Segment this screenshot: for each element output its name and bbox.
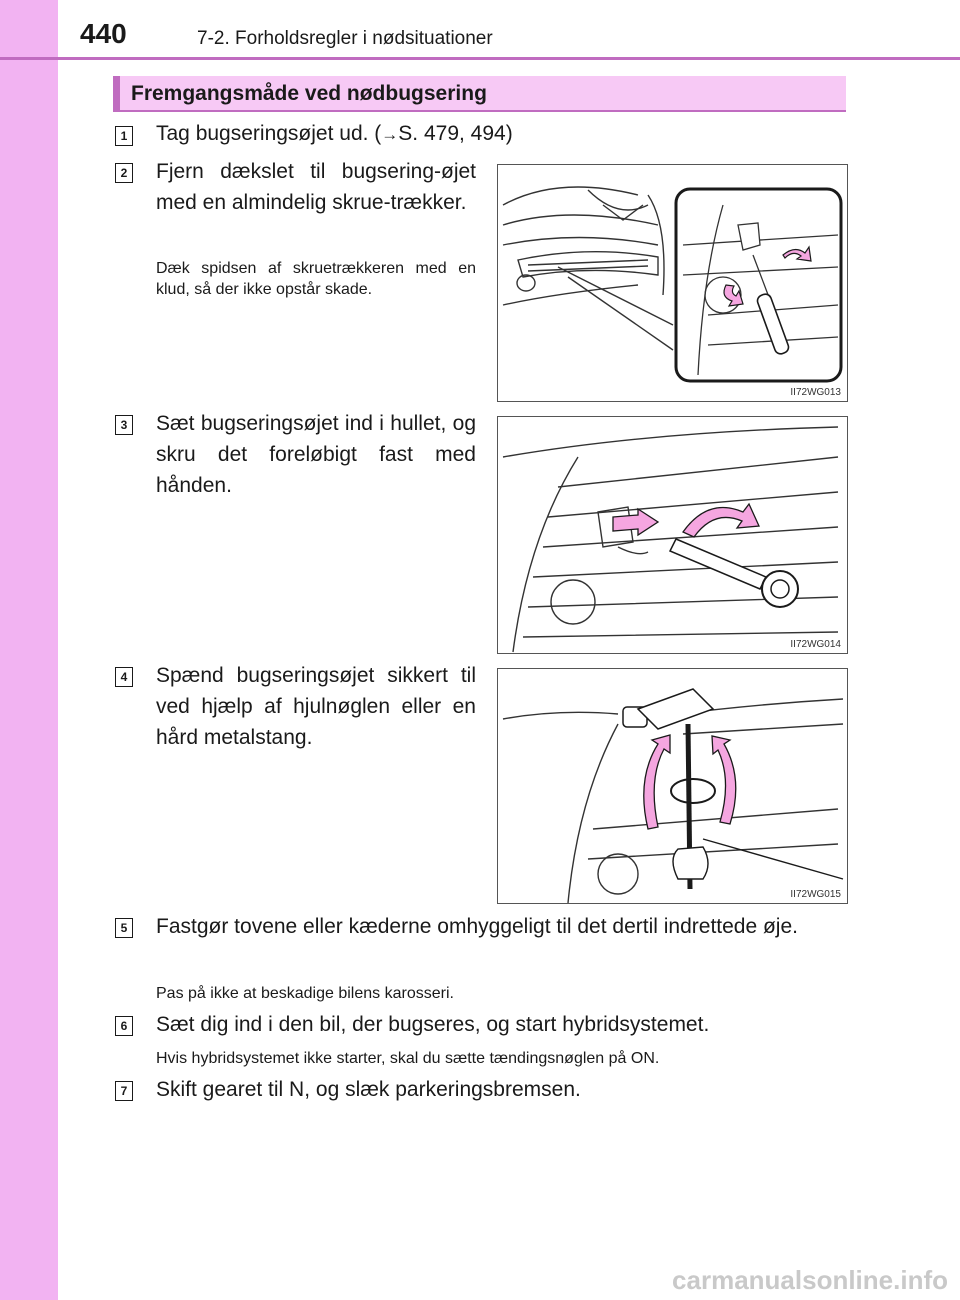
figure-code-3: II72WG015 [790,889,841,900]
step-1-text-b: S. 479, 494) [398,122,513,145]
remove-cover-illustration [498,165,847,401]
chapter-title: 7-2. Forholdsregler i nødsituationer [197,28,493,49]
header-rule [0,57,960,60]
step-5-text: Fastgør tovene eller kæderne omhyggeligt til det dertil indrettede øje. [156,915,798,938]
step-2-text: Fjern dækslet til bugsering-øjet med en almindelig skrue-trækker. [156,160,476,214]
page-number: 440 [80,18,127,49]
step-4-text: Spænd bugseringsøjet sikkert til ved hjælp af hjulnøglen eller en hård metalstang. [156,664,476,749]
tighten-eye-illustration [498,669,847,903]
step-7-text: Skift gearet til N, og slæk parkeringsbremsen. [156,1078,581,1101]
figure-tighten-eye [497,668,848,904]
step-3-text: Sæt bugseringsøjet ind i hullet, og skru det foreløbigt fast med hånden. [156,412,476,497]
step-6-text: Sæt dig ind i den bil, der bugseres, og start hybridsystemet. [156,1013,710,1036]
left-margin-strip [0,0,58,1300]
step-number-6: 6 [115,1016,133,1036]
section-accent [113,76,120,110]
insert-eye-illustration [498,417,847,653]
step-number-2: 2 [115,163,133,183]
figure-insert-eye [497,416,848,654]
watermark: carmanualsonline.info [672,1265,948,1295]
step-5-note: Pas på ikke at beskadige bilens karosseri. [156,985,454,1002]
step-1-text [156,118,846,150]
section-header [113,76,846,112]
arrow-icon: → [381,125,399,144]
step-2-note: Dæk spidsen af skruetrækkeren med en klud, så der ikke opstår skade. [156,260,476,298]
step-number-7: 7 [115,1081,133,1101]
step-1-text-a: Tag bugseringsøjet ud. ( [156,122,382,145]
figure-code-2: II72WG014 [790,639,841,650]
figure-remove-cover [497,164,848,402]
step-6-note: Hvis hybridsystemet ikke starter, skal du sætte tændingsnøglen på ON. [156,1050,660,1067]
section-title: Fremgangsmåde ved nødbugsering [131,82,487,105]
step-number-5: 5 [115,918,133,938]
step-number-4: 4 [115,667,133,687]
step-number-1: 1 [115,126,133,146]
step-number-3: 3 [115,415,133,435]
figure-code-1: II72WG013 [790,387,841,398]
